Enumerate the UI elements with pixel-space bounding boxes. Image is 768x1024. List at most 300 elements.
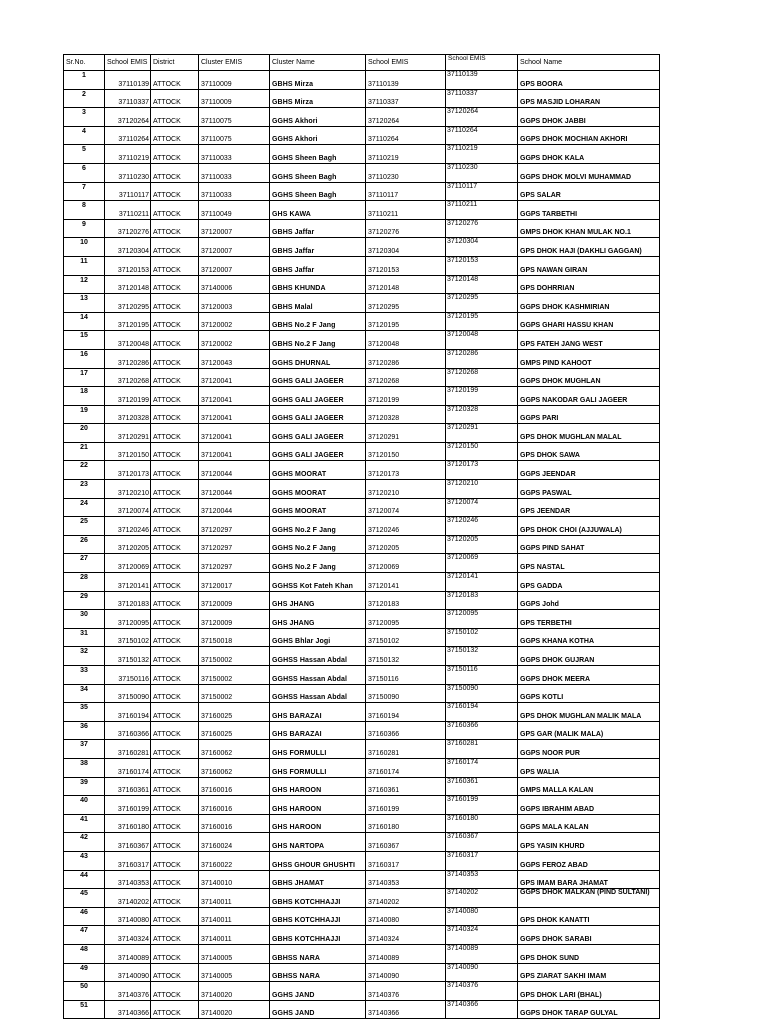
school-emis-cell-3: 37160361 [446,777,518,796]
cluster-emis-cell: 37120041 [199,424,270,443]
school-emis-cell-3: 37160367 [446,833,518,852]
school-name-cell: GGPS DHOK KALA [518,145,660,164]
table-row [64,647,660,666]
school-name-cell: GPS JEENDAR [518,498,660,517]
sr-no-cell: 30 [64,610,105,629]
school-emis-cell-2: 37110230 [366,163,446,182]
school-emis-cell: 37150090 [105,684,151,703]
cluster-name-cell: GHS FORMULLI [270,758,366,777]
cluster-emis-cell: 37150002 [199,666,270,685]
school-emis-cell: 37110117 [105,182,151,201]
table-row [64,480,660,499]
cluster-emis-cell: 37140011 [199,926,270,945]
cluster-emis-cell: 37160025 [199,703,270,722]
sr-no-cell: 3 [64,108,105,127]
school-emis-cell-2: 37120291 [366,424,446,443]
cluster-emis-cell: 37140020 [199,1000,270,1019]
cluster-emis-cell: 37120041 [199,442,270,461]
cluster-emis-cell: 37140011 [199,889,270,908]
header-sr-no: Sr.No. [64,55,105,71]
school-name-cell: GGPS DHOK MOLVI MUHAMMAD [518,163,660,182]
table-row [64,591,660,610]
school-emis-cell-2: 37110139 [366,71,446,90]
school-emis-cell-2: 37120153 [366,256,446,275]
cluster-emis-cell: 37140010 [199,870,270,889]
cluster-emis-cell: 37120009 [199,591,270,610]
sr-no-cell: 43 [64,851,105,870]
school-emis-cell: 37120286 [105,349,151,368]
school-name-cell: GPS IMAM BARA JHAMAT [518,870,660,889]
school-emis-cell: 37120199 [105,387,151,406]
sr-no-cell: 29 [64,591,105,610]
school-emis-cell: 37120095 [105,610,151,629]
school-emis-cell: 37110211 [105,201,151,220]
school-emis-cell-3: 37110139 [446,71,518,90]
school-emis-cell-3: 37140324 [446,926,518,945]
table-row [64,740,660,759]
school-emis-cell-2: 37160281 [366,740,446,759]
district-cell: ATTOCK [151,275,199,294]
cluster-emis-cell: 37160016 [199,796,270,815]
cluster-emis-cell: 37120017 [199,573,270,592]
school-name-cell: GPS DHOK KANATTI [518,907,660,926]
school-name-cell: GGPS TARBETHI [518,201,660,220]
school-emis-cell: 37160367 [105,833,151,852]
school-name-cell: GGPS IBRAHIM ABAD [518,796,660,815]
table-row [64,238,660,257]
school-emis-cell-2: 37140090 [366,963,446,982]
cluster-name-cell: GBHS Jaffar [270,238,366,257]
school-emis-cell: 37140090 [105,963,151,982]
school-emis-cell-3: 37120268 [446,368,518,387]
school-emis-cell-3: 37120095 [446,610,518,629]
school-emis-cell-2: 37140353 [366,870,446,889]
table-row [64,870,660,889]
cluster-emis-cell: 37110033 [199,182,270,201]
school-emis-cell-2: 37120173 [366,461,446,480]
cluster-emis-cell: 37150002 [199,647,270,666]
school-name-cell: GPS DHOK MUGHLAN MALIK MALA [518,703,660,722]
school-name-cell: GPS DHOK SUND [518,944,660,963]
school-name-cell: GPS ZIARAT SAKHI IMAM [518,963,660,982]
district-cell: ATTOCK [151,684,199,703]
school-emis-cell: 37150102 [105,628,151,647]
cluster-name-cell: GBHS KOTCHHAJJI [270,926,366,945]
table-row [64,275,660,294]
cluster-name-cell: GBHSS NARA [270,944,366,963]
sr-no-cell: 20 [64,424,105,443]
school-emis-cell: 37120148 [105,275,151,294]
sr-no-cell: 51 [64,1000,105,1019]
school-name-cell: GPS DHOK LARI (BHAL) [518,982,660,1001]
sr-no-cell: 41 [64,814,105,833]
cluster-name-cell: GGHS MOORAT [270,461,366,480]
cluster-name-cell: GHS BARAZAI [270,721,366,740]
header-cluster-name: Cluster Name [270,55,366,71]
table-row [64,201,660,220]
sr-no-cell: 33 [64,666,105,685]
cluster-name-cell: GGHS Sheen Bagh [270,182,366,201]
school-emis-cell-3: 37120291 [446,424,518,443]
table-row [64,442,660,461]
school-emis-cell-2: 37150090 [366,684,446,703]
district-cell: ATTOCK [151,647,199,666]
cluster-name-cell: GHS NARTOPA [270,833,366,852]
cluster-emis-cell: 37110075 [199,126,270,145]
school-emis-cell-3: 37120069 [446,554,518,573]
table-row [64,108,660,127]
school-name-cell: GPS GADDA [518,573,660,592]
cluster-name-cell: GHS HAROON [270,796,366,815]
school-emis-cell-3: 37110230 [446,163,518,182]
table-row [64,833,660,852]
school-emis-cell-2: 37120295 [366,294,446,313]
school-emis-cell: 37110337 [105,89,151,108]
school-emis-cell-2: 37160361 [366,777,446,796]
cluster-emis-cell: 37120041 [199,368,270,387]
school-emis-cell-2: 37110337 [366,89,446,108]
sr-no-cell: 15 [64,331,105,350]
school-name-cell: GGPS NOOR PUR [518,740,660,759]
district-cell: ATTOCK [151,703,199,722]
cluster-emis-cell: 37160016 [199,777,270,796]
school-emis-cell-3: 37110117 [446,182,518,201]
school-emis-cell: 37120276 [105,219,151,238]
school-emis-cell: 37150116 [105,666,151,685]
table-row [64,796,660,815]
school-emis-cell-2: 37140376 [366,982,446,1001]
district-cell: ATTOCK [151,331,199,350]
school-emis-cell: 37140353 [105,870,151,889]
district-cell: ATTOCK [151,71,199,90]
district-cell: ATTOCK [151,349,199,368]
cluster-emis-cell: 37120297 [199,554,270,573]
sr-no-cell: 36 [64,721,105,740]
cluster-name-cell: GGHS GALI JAGEER [270,424,366,443]
school-name-cell: GPS NAWAN GIRAN [518,256,660,275]
district-cell: ATTOCK [151,982,199,1001]
sr-no-cell: 24 [64,498,105,517]
table-row [64,89,660,108]
school-emis-cell: 37140376 [105,982,151,1001]
cluster-emis-cell: 37160062 [199,758,270,777]
table-row [64,349,660,368]
school-emis-cell: 37120268 [105,368,151,387]
cluster-name-cell: GGHS GALI JAGEER [270,368,366,387]
cluster-emis-cell: 37160025 [199,721,270,740]
district-cell: ATTOCK [151,480,199,499]
cluster-emis-cell: 37120003 [199,294,270,313]
cluster-emis-cell: 37120002 [199,312,270,331]
sr-no-cell: 47 [64,926,105,945]
sr-no-cell: 46 [64,907,105,926]
district-cell: ATTOCK [151,498,199,517]
table-row [64,424,660,443]
school-name-cell: GGPS PARI [518,405,660,424]
cluster-name-cell: GGHSS Hassan Abdal [270,647,366,666]
district-cell: ATTOCK [151,517,199,536]
cluster-name-cell: GGHS JAND [270,1000,366,1019]
sr-no-cell: 32 [64,647,105,666]
district-cell: ATTOCK [151,368,199,387]
table-row [64,982,660,1001]
school-emis-cell-3: 37120246 [446,517,518,536]
school-emis-cell: 37120304 [105,238,151,257]
school-emis-cell-3: 37140202 [446,889,518,908]
school-emis-cell-2: 37150132 [366,647,446,666]
district-cell: ATTOCK [151,182,199,201]
school-name-cell: GGPS DHOK MOCHIAN AKHORI [518,126,660,145]
sr-no-cell: 19 [64,405,105,424]
school-emis-cell: 37160194 [105,703,151,722]
school-emis-cell-3: 37140353 [446,870,518,889]
table-row [64,721,660,740]
district-cell: ATTOCK [151,851,199,870]
school-name-cell: GPS TERBETHI [518,610,660,629]
school-emis-cell: 37120205 [105,535,151,554]
school-name-cell: GPS FATEH JANG WEST [518,331,660,350]
cluster-emis-cell: 37150018 [199,628,270,647]
cluster-name-cell: GGHS No.2 F Jang [270,535,366,554]
cluster-name-cell: GBHS Malal [270,294,366,313]
sr-no-cell: 27 [64,554,105,573]
sr-no-cell: 12 [64,275,105,294]
school-emis-cell: 37120328 [105,405,151,424]
table-row [64,610,660,629]
cluster-emis-cell: 37140005 [199,963,270,982]
district-cell: ATTOCK [151,294,199,313]
district-cell: ATTOCK [151,312,199,331]
table-row [64,368,660,387]
school-emis-cell: 37160361 [105,777,151,796]
school-emis-cell-3: 37120153 [446,256,518,275]
school-emis-cell-2: 37120048 [366,331,446,350]
cluster-name-cell: GBHS Mirza [270,89,366,108]
district-cell: ATTOCK [151,126,199,145]
school-emis-cell: 37140324 [105,926,151,945]
school-emis-cell-2: 37120095 [366,610,446,629]
cluster-name-cell: GBHS Mirza [270,71,366,90]
school-name-cell: GPS DOHRRIAN [518,275,660,294]
school-emis-cell-3: 37150102 [446,628,518,647]
school-emis-cell-2: 37120150 [366,442,446,461]
school-emis-cell-2: 37120246 [366,517,446,536]
district-cell: ATTOCK [151,758,199,777]
sr-no-cell: 45 [64,889,105,908]
cluster-emis-cell: 37140020 [199,982,270,1001]
cluster-name-cell: GGHS MOORAT [270,498,366,517]
school-name-cell: GMPS PIND KAHOOT [518,349,660,368]
school-emis-cell: 37110219 [105,145,151,164]
sr-no-cell: 35 [64,703,105,722]
sr-no-cell: 44 [64,870,105,889]
school-emis-cell-3: 37120276 [446,219,518,238]
cluster-name-cell: GGHS No.2 F Jang [270,517,366,536]
table-row [64,312,660,331]
school-name-cell: GGPS DHOK SARABI [518,926,660,945]
school-emis-cell: 37110139 [105,71,151,90]
school-emis-cell: 37120141 [105,573,151,592]
district-cell: ATTOCK [151,108,199,127]
district-cell: ATTOCK [151,740,199,759]
table-row [64,163,660,182]
district-cell: ATTOCK [151,591,199,610]
table-row [64,256,660,275]
cluster-emis-cell: 37120044 [199,480,270,499]
table-row [64,498,660,517]
school-name-cell: GMPS DHOK KHAN MULAK NO.1 [518,219,660,238]
district-cell: ATTOCK [151,907,199,926]
school-emis-cell-3: 37150116 [446,666,518,685]
cluster-emis-cell: 37110075 [199,108,270,127]
school-emis-cell-2: 37120069 [366,554,446,573]
school-emis-cell-2: 37120141 [366,573,446,592]
table-row [64,535,660,554]
sr-no-cell: 5 [64,145,105,164]
sr-no-cell: 18 [64,387,105,406]
cluster-name-cell: GGHS Bhlar Jogi [270,628,366,647]
cluster-name-cell: GHS KAWA [270,201,366,220]
table-row [64,405,660,424]
table-body [64,71,660,1019]
district-cell: ATTOCK [151,796,199,815]
district-cell: ATTOCK [151,201,199,220]
school-emis-cell-3: 37120183 [446,591,518,610]
sr-no-cell: 37 [64,740,105,759]
school-emis-cell: 37160366 [105,721,151,740]
school-emis-cell-2: 37140089 [366,944,446,963]
school-emis-cell: 37160199 [105,796,151,815]
cluster-emis-cell: 37120043 [199,349,270,368]
cluster-emis-cell: 37120297 [199,535,270,554]
school-emis-cell-2: 37110211 [366,201,446,220]
cluster-name-cell: GGHS MOORAT [270,480,366,499]
cluster-emis-cell: 37120044 [199,461,270,480]
district-cell: ATTOCK [151,238,199,257]
school-emis-cell-3: 37140080 [446,907,518,926]
school-emis-cell: 37160174 [105,758,151,777]
district-cell: ATTOCK [151,889,199,908]
school-emis-cell: 37140202 [105,889,151,908]
sr-no-cell: 8 [64,201,105,220]
sr-no-cell: 28 [64,573,105,592]
school-emis-cell: 37110264 [105,126,151,145]
cluster-emis-cell: 37110009 [199,71,270,90]
school-name-cell: GGPS DHOK MALKAN (PIND SULTANI) [518,889,660,908]
school-emis-cell-2: 37120276 [366,219,446,238]
school-emis-cell-2: 37160367 [366,833,446,852]
header-cluster-emis: Cluster EMIS [199,55,270,71]
table-row [64,758,660,777]
table-row [64,219,660,238]
cluster-name-cell: GGHS JAND [270,982,366,1001]
sr-no-cell: 17 [64,368,105,387]
district-cell: ATTOCK [151,721,199,740]
table-row [64,126,660,145]
cluster-name-cell: GGHSS Kot Fateh Khan [270,573,366,592]
district-cell: ATTOCK [151,405,199,424]
school-emis-cell-3: 37160199 [446,796,518,815]
school-emis-cell: 37120210 [105,480,151,499]
table-row [64,387,660,406]
cluster-emis-cell: 37120009 [199,610,270,629]
school-name-cell: GPS GAR (MALIK MALA) [518,721,660,740]
school-name-cell: GGPS FEROZ ABAD [518,851,660,870]
district-cell: ATTOCK [151,256,199,275]
cluster-name-cell: GHSS GHOUR GHUSHTI [270,851,366,870]
school-emis-cell-2: 37150102 [366,628,446,647]
school-emis-cell: 37110230 [105,163,151,182]
table-row [64,517,660,536]
sr-no-cell: 16 [64,349,105,368]
district-cell: ATTOCK [151,461,199,480]
school-emis-cell-3: 37120048 [446,331,518,350]
cluster-emis-cell: 37160062 [199,740,270,759]
school-emis-cell: 37140080 [105,907,151,926]
school-emis-cell-3: 37120173 [446,461,518,480]
district-cell: ATTOCK [151,145,199,164]
district-cell: ATTOCK [151,554,199,573]
sr-no-cell: 25 [64,517,105,536]
sr-no-cell: 22 [64,461,105,480]
cluster-name-cell: GGHS Akhori [270,108,366,127]
school-emis-cell-3: 37160281 [446,740,518,759]
cluster-emis-cell: 37120041 [199,387,270,406]
school-name-cell: GGPS PIND SAHAT [518,535,660,554]
table-row [64,889,660,908]
school-emis-cell-3: 37120304 [446,238,518,257]
school-emis-cell-3: 37110264 [446,126,518,145]
school-emis-cell-3: 37150132 [446,647,518,666]
district-cell: ATTOCK [151,944,199,963]
cluster-emis-cell: 37110049 [199,201,270,220]
cluster-name-cell: GGHS GALI JAGEER [270,405,366,424]
cluster-emis-cell: 37150002 [199,684,270,703]
cluster-name-cell: GHS HAROON [270,777,366,796]
school-emis-cell: 37120048 [105,331,151,350]
cluster-name-cell: GBHS JHAMAT [270,870,366,889]
school-emis-cell-3: 37120264 [446,108,518,127]
school-emis-cell-2: 37140366 [366,1000,446,1019]
cluster-name-cell: GGHS Akhori [270,126,366,145]
cluster-emis-cell: 37140006 [199,275,270,294]
sr-no-cell: 9 [64,219,105,238]
cluster-name-cell: GHS HAROON [270,814,366,833]
school-name-cell: GGPS KHANA KOTHA [518,628,660,647]
school-emis-cell-2: 37110264 [366,126,446,145]
school-emis-cell-3: 37120141 [446,573,518,592]
district-cell: ATTOCK [151,219,199,238]
school-emis-cell-2: 37120199 [366,387,446,406]
school-emis-cell-3: 37160366 [446,721,518,740]
school-name-cell: GMPS MALLA KALAN [518,777,660,796]
cluster-name-cell: GHS JHANG [270,610,366,629]
table-row [64,814,660,833]
school-emis-cell-2: 37110117 [366,182,446,201]
cluster-name-cell: GGHS GALI JAGEER [270,442,366,461]
school-emis-cell-3: 37120150 [446,442,518,461]
district-cell: ATTOCK [151,89,199,108]
cluster-emis-cell: 37140011 [199,907,270,926]
cluster-name-cell: GGHSS Hassan Abdal [270,666,366,685]
district-cell: ATTOCK [151,573,199,592]
school-emis-cell: 37120291 [105,424,151,443]
school-emis-cell: 37140089 [105,944,151,963]
school-emis-cell-2: 37140202 [366,889,446,908]
school-emis-cell-2: 37120304 [366,238,446,257]
sr-no-cell: 2 [64,89,105,108]
school-name-cell: GPS DHOK SAWA [518,442,660,461]
